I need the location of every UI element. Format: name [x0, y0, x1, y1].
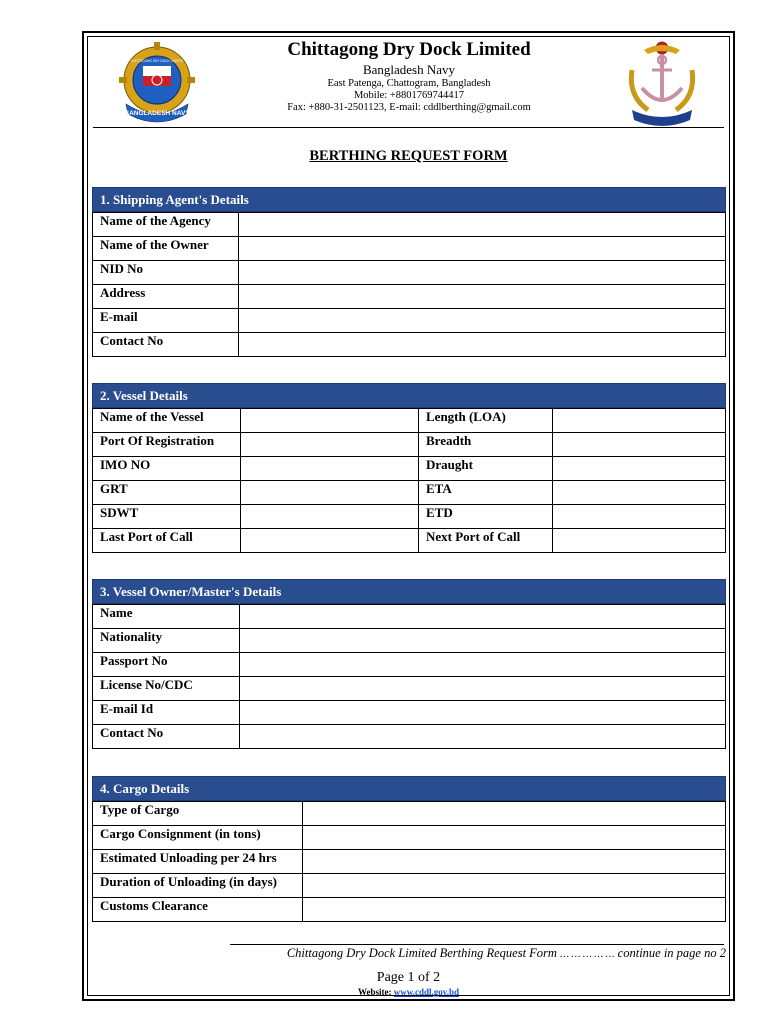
field-label: Last Port of Call	[93, 529, 241, 553]
table-row	[93, 701, 726, 725]
field-label: Name	[93, 605, 240, 629]
field-input-contact[interactable]	[239, 333, 726, 357]
field-label: Customs Clearance	[93, 898, 303, 922]
table-row	[93, 850, 726, 874]
table-row	[93, 826, 726, 850]
table-row	[93, 237, 726, 261]
table-row	[93, 481, 726, 505]
section-owner-master	[92, 579, 726, 749]
field-label: License No/CDC	[93, 677, 240, 701]
table-row	[93, 677, 726, 701]
field-input-grt[interactable]	[241, 481, 419, 505]
field-input-breadth[interactable]	[553, 433, 726, 457]
field-label: Name of the Agency	[93, 213, 239, 237]
field-label: E-mail Id	[93, 701, 240, 725]
table-row	[93, 529, 726, 553]
footer-divider	[230, 944, 724, 945]
vessel-details-table	[92, 408, 726, 553]
field-label: Breadth	[419, 433, 553, 457]
website-label: Website:	[357, 987, 392, 997]
field-label: ETD	[419, 505, 553, 529]
field-input-customs-clearance[interactable]	[303, 898, 726, 922]
field-label: Address	[93, 285, 239, 309]
field-input-address[interactable]	[239, 285, 726, 309]
table-row	[93, 629, 726, 653]
website-link[interactable]: www.cddl.gov.bd	[393, 987, 460, 997]
field-input-imo[interactable]	[241, 457, 419, 481]
field-input-cargo-consignment[interactable]	[303, 826, 726, 850]
owner-details-table	[92, 604, 726, 749]
table-row	[93, 261, 726, 285]
form-title: BERTHING REQUEST FORM	[309, 148, 508, 164]
dry-dock-emblem-logo	[116, 40, 198, 126]
section-header: 3. Vessel Owner/Master's Details	[92, 579, 726, 604]
svg-text:BANGLADESH NAVY: BANGLADESH NAVY	[124, 110, 190, 117]
svg-text:CHITTAGONG DRY DOCK LIMITED: CHITTAGONG DRY DOCK LIMITED	[130, 59, 184, 63]
cargo-details-table	[92, 801, 726, 922]
table-row	[93, 309, 726, 333]
field-label: Port Of Registration	[93, 433, 241, 457]
section-header: 2. Vessel Details	[92, 383, 726, 408]
table-row	[93, 285, 726, 309]
letterhead	[200, 38, 618, 114]
footer-note-main: Chittagong Dry Dock Limited Berthing Request Form	[286, 946, 557, 960]
field-input-vessel-name[interactable]	[241, 409, 419, 433]
field-label: E-mail	[93, 309, 239, 333]
field-label: Nationality	[93, 629, 240, 653]
navy-anchor-emblem-logo	[624, 40, 700, 126]
field-label: Length (LOA)	[419, 409, 553, 433]
field-label: Estimated Unloading per 24 hrs	[93, 850, 303, 874]
field-label: Contact No	[93, 333, 239, 357]
field-input-last-port[interactable]	[241, 529, 419, 553]
organization-fax-email: Fax: +880-31-2501123, E-mail: cddlberthing@gmail.com	[287, 102, 531, 113]
organization-mobile: Mobile: +8801769744417	[353, 90, 465, 101]
field-input-nid[interactable]	[239, 261, 726, 285]
field-label: Name of the Owner	[93, 237, 239, 261]
field-label: Cargo Consignment (in tons)	[93, 826, 303, 850]
field-input-owner-email[interactable]	[240, 701, 726, 725]
organization-name: Chittagong Dry Dock Limited	[287, 39, 531, 60]
table-row	[93, 874, 726, 898]
agent-details-table	[92, 212, 726, 357]
field-label: Name of the Vessel	[93, 409, 241, 433]
table-row	[93, 725, 726, 749]
field-label: Draught	[419, 457, 553, 481]
field-input-license[interactable]	[240, 677, 726, 701]
field-label: Contact No	[93, 725, 240, 749]
field-label: IMO NO	[93, 457, 241, 481]
footer-note	[228, 946, 726, 961]
field-label: GRT	[93, 481, 241, 505]
organization-address: East Patenga, Chattogram, Bangladesh	[327, 78, 491, 89]
footer-website	[93, 987, 724, 997]
section-cargo	[92, 776, 726, 922]
field-input-unloading-duration[interactable]	[303, 874, 726, 898]
field-input-owner-contact[interactable]	[240, 725, 726, 749]
field-input-passport[interactable]	[240, 653, 726, 677]
table-row	[93, 802, 726, 826]
table-row	[93, 898, 726, 922]
field-label: Passport No	[93, 653, 240, 677]
section-header: 1. Shipping Agent's Details	[92, 187, 726, 212]
field-input-sdwt[interactable]	[241, 505, 419, 529]
field-label: Type of Cargo	[93, 802, 303, 826]
field-input-cargo-type[interactable]	[303, 802, 726, 826]
field-input-draught[interactable]	[553, 457, 726, 481]
table-row	[93, 213, 726, 237]
table-row	[93, 653, 726, 677]
table-row	[93, 433, 726, 457]
field-label: SDWT	[93, 505, 241, 529]
field-input-email[interactable]	[239, 309, 726, 333]
organization-subtitle: Bangladesh Navy	[362, 62, 456, 77]
section-vessel	[92, 383, 726, 553]
table-row	[93, 505, 726, 529]
table-row	[93, 605, 726, 629]
field-input-agency-name[interactable]	[239, 213, 726, 237]
header-divider	[93, 127, 724, 128]
footer-note-tail: continue in page no 2	[617, 946, 726, 960]
field-input-owner-name[interactable]	[239, 237, 726, 261]
field-input-eta[interactable]	[553, 481, 726, 505]
page-number: Page 1 of 2	[376, 970, 441, 985]
field-label: ETA	[419, 481, 553, 505]
field-label: Next Port of Call	[419, 529, 553, 553]
table-row	[93, 409, 726, 433]
table-row	[93, 333, 726, 357]
field-input-length[interactable]	[553, 409, 726, 433]
table-row	[93, 457, 726, 481]
field-input-next-port[interactable]	[553, 529, 726, 553]
field-input-etd[interactable]	[553, 505, 726, 529]
section-header: 4. Cargo Details	[92, 776, 726, 801]
field-label: NID No	[93, 261, 239, 285]
field-input-owner-name[interactable]	[240, 605, 726, 629]
field-input-nationality[interactable]	[240, 629, 726, 653]
field-input-port-registration[interactable]	[241, 433, 419, 457]
field-input-unloading-rate[interactable]	[303, 850, 726, 874]
footer-note-dots: … … … … …	[560, 949, 615, 960]
section-shipping-agent	[92, 187, 726, 357]
field-label: Duration of Unloading (in days)	[93, 874, 303, 898]
